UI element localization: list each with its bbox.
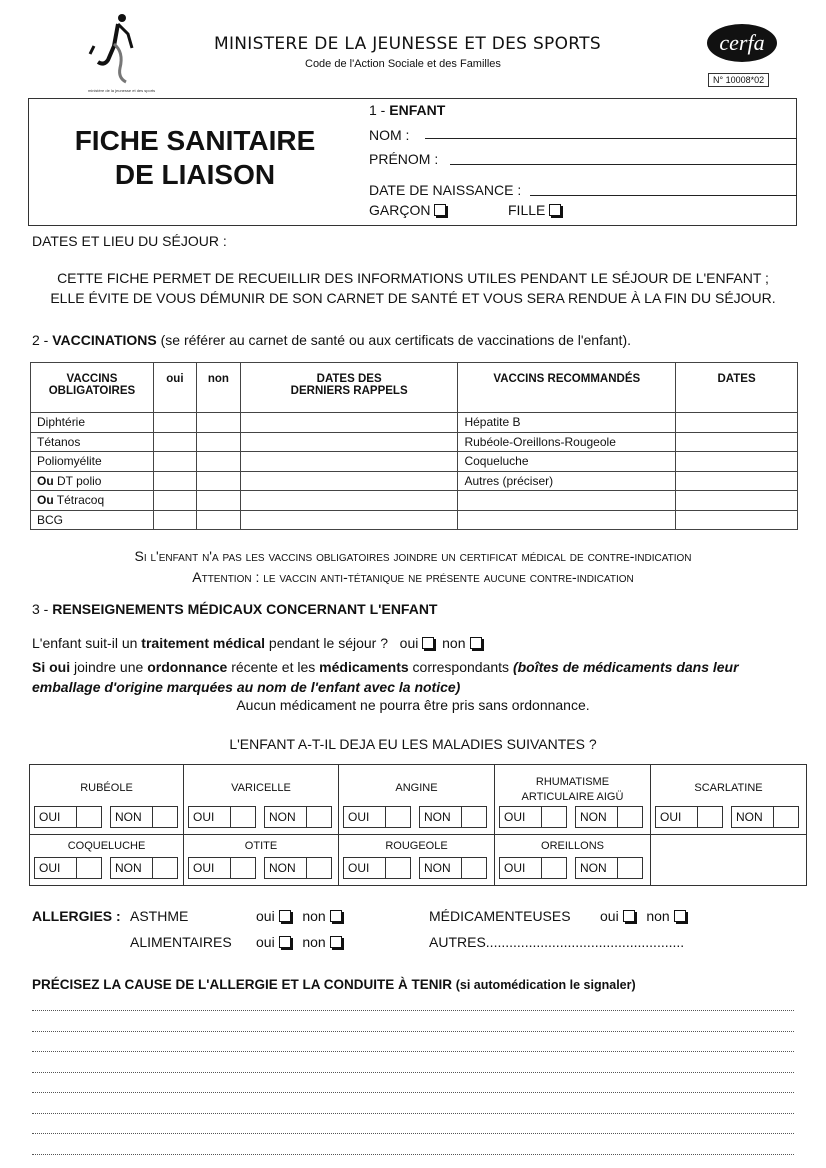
form-number: N° 10008*02 <box>708 73 769 87</box>
sejour-label: DATES ET LIEU DU SÉJOUR : <box>32 233 227 249</box>
section-title: VACCINATIONS <box>52 332 157 348</box>
oui-cell[interactable] <box>153 491 196 511</box>
yn-label: OUI <box>504 810 526 824</box>
disease-label: RUBÉOLE <box>80 782 133 794</box>
checkbox[interactable] <box>306 858 331 878</box>
vaccine-cell: Poliomyélite <box>31 452 154 472</box>
col-non: non <box>196 363 240 413</box>
code-label: Code de l'Action Sociale et des Familles <box>305 58 501 70</box>
col-rappels: DATES DES DERNIERS RAPPELS <box>240 363 458 413</box>
diseases-grid <box>29 764 807 886</box>
vaccine-cell: BCG <box>31 510 154 530</box>
disease-cell <box>184 835 339 885</box>
disease-cell <box>651 765 806 835</box>
checkbox[interactable] <box>617 858 642 878</box>
non-box[interactable] <box>731 806 799 828</box>
medicamenteuses-non-checkbox[interactable] <box>674 910 686 922</box>
recommended-cell <box>458 510 676 530</box>
yn-label: NON <box>424 810 451 824</box>
table-row <box>31 452 798 472</box>
ordonnance-paragraph: Si oui joindre une ordonnance récente et les médicaments correspondants (boîtes de médicaments dans leur emballage d'origine marquées au nom de l'enfant avec la notice) <box>32 659 739 695</box>
non-cell[interactable] <box>196 510 240 530</box>
table-row <box>31 510 798 530</box>
autres-label: AUTRES................................................... <box>429 934 685 950</box>
non-cell[interactable] <box>196 452 240 472</box>
alimentaires-label: ALIMENTAIRES <box>130 934 232 950</box>
non-box[interactable] <box>575 806 643 828</box>
vaccine-cell: Ou Tétracoq <box>31 491 154 511</box>
table-row <box>31 432 798 452</box>
non-box[interactable] <box>575 857 643 879</box>
section-title: ENFANT <box>389 102 446 118</box>
oui-box[interactable] <box>343 857 411 879</box>
col-oui: oui <box>153 363 196 413</box>
checkbox[interactable] <box>773 807 798 827</box>
section-1-heading: 1 - ENFANT <box>369 102 446 118</box>
garcon-option <box>369 202 446 218</box>
nom-field[interactable] <box>425 138 797 139</box>
fille-option <box>508 202 561 218</box>
oui-cell[interactable] <box>153 510 196 530</box>
garcon-checkbox[interactable] <box>434 204 446 216</box>
treatment-question: L'enfant suit-il un traitement médical pendant le séjour ? oui non <box>32 635 482 651</box>
checkbox[interactable] <box>152 858 177 878</box>
recommended-cell: Autres (préciser) <box>458 471 676 491</box>
non-box[interactable] <box>110 806 178 828</box>
yn-label: NON <box>115 861 142 875</box>
treatment-non-checkbox[interactable] <box>470 637 482 649</box>
table-row <box>31 471 798 491</box>
date-cell[interactable] <box>676 452 798 472</box>
yn-label: OUI <box>193 810 215 824</box>
disease-label: ANGINE <box>395 782 438 794</box>
precisez-heading: PRÉCISEZ LA CAUSE DE L'ALLERGIE ET LA CONDUITE À TENIR (si automédication le signaler) <box>32 977 636 992</box>
intro-line-2: ELLE ÉVITE DE VOUS DÉMUNIR DE SON CARNET DE SANTÉ ET VOUS SERA RENDUE À LA FIN DU SÉJOUR. <box>50 290 776 306</box>
section-2-heading: 2 - VACCINATIONS (se référer au carnet de santé ou aux certificats de vaccinations de l'enfant). <box>32 332 631 348</box>
yn-label: NON <box>115 810 142 824</box>
section-number: 3 <box>32 601 40 617</box>
disease-label: RHUMATISME ARTICULAIRE AIGÜ <box>521 776 624 803</box>
yn-label: OUI <box>348 810 370 824</box>
non-cell[interactable] <box>196 471 240 491</box>
col-obligatoires: VACCINS OBLIGATOIRES <box>31 363 154 413</box>
oui-box[interactable] <box>34 806 102 828</box>
non-box[interactable] <box>110 857 178 879</box>
rappel-cell[interactable] <box>240 432 458 452</box>
rappel-cell[interactable] <box>240 491 458 511</box>
section-number: 2 <box>32 332 40 348</box>
aucun-medicament: Aucun médicament ne pourra être pris sans ordonnance. <box>236 697 590 713</box>
naissance-label: DATE DE NAISSANCE : <box>369 182 522 198</box>
disease-cell <box>339 765 495 835</box>
date-cell[interactable] <box>676 510 798 530</box>
oui-box[interactable] <box>188 806 256 828</box>
yn-label: NON <box>580 861 607 875</box>
yn-label: NON <box>269 861 296 875</box>
checkbox[interactable] <box>76 807 101 827</box>
answer-line[interactable] <box>32 1154 794 1155</box>
vaccine-cell: Diphtérie <box>31 413 154 433</box>
fille-checkbox[interactable] <box>549 204 561 216</box>
col-dates: DATES <box>676 363 798 413</box>
date-cell[interactable] <box>676 491 798 511</box>
asthme-non-checkbox[interactable] <box>330 910 342 922</box>
checkbox[interactable] <box>385 807 410 827</box>
date-cell[interactable] <box>676 432 798 452</box>
checkbox[interactable] <box>230 807 255 827</box>
oui-cell[interactable] <box>153 432 196 452</box>
asthme-oui-checkbox[interactable] <box>279 910 291 922</box>
section-title: RENSEIGNEMENTS MÉDICAUX CONCERNANT L'ENFANT <box>52 601 438 617</box>
cerfa-text: cerfa <box>719 30 765 55</box>
oui-cell[interactable] <box>153 471 196 491</box>
rappel-cell[interactable] <box>240 413 458 433</box>
disease-cell <box>30 835 184 885</box>
disease-label: OREILLONS <box>541 840 604 852</box>
section-note: (se référer au carnet de santé ou aux certificats de vaccinations de l'enfant). <box>160 332 631 348</box>
section-3-heading: 3 - RENSEIGNEMENTS MÉDICAUX CONCERNANT L'ENFANT <box>32 601 438 617</box>
answer-line[interactable] <box>32 1051 794 1052</box>
ministry-name: MINISTERE DE LA JEUNESSE ET DES SPORTS <box>214 34 601 54</box>
logo-caption: ministère de la jeunesse et des sports <box>88 88 156 93</box>
date-cell[interactable] <box>676 471 798 491</box>
vaccine-cell: Ou DT polio <box>31 471 154 491</box>
naissance-field[interactable] <box>530 195 797 196</box>
answer-line[interactable] <box>32 1113 794 1114</box>
disease-label: OTITE <box>244 840 278 852</box>
medicamenteuses-options: oui non <box>600 908 686 924</box>
prenom-label: PRÉNOM : <box>369 151 439 167</box>
non-box[interactable] <box>264 806 332 828</box>
oui-cell[interactable] <box>153 413 196 433</box>
checkbox[interactable] <box>541 858 566 878</box>
asthme-options: oui non <box>256 908 342 924</box>
yn-label: OUI <box>660 810 682 824</box>
oui-box[interactable] <box>499 806 567 828</box>
prenom-field[interactable] <box>450 164 797 165</box>
answer-line[interactable] <box>32 1031 794 1032</box>
recommended-cell: Hépatite B <box>458 413 676 433</box>
medicamenteuses-label: MÉDICAMENTEUSES <box>429 908 571 924</box>
title-line-2: DE LIAISON <box>114 159 276 190</box>
oui-box[interactable] <box>655 806 723 828</box>
non-box[interactable] <box>264 857 332 879</box>
rappel-cell[interactable] <box>240 471 458 491</box>
intro-text <box>0 268 826 308</box>
alimentaires-non-checkbox[interactable] <box>330 936 342 948</box>
yn-label: OUI <box>348 861 370 875</box>
yn-label: OUI <box>504 861 526 875</box>
form-title <box>30 124 360 192</box>
disease-cell <box>495 765 651 835</box>
yn-label: OUI <box>39 810 61 824</box>
answer-line[interactable] <box>32 1092 794 1093</box>
oui-box[interactable] <box>343 806 411 828</box>
checkbox[interactable] <box>152 807 177 827</box>
checkbox[interactable] <box>306 807 331 827</box>
title-line-1: FICHE SANITAIRE <box>74 125 316 156</box>
vaccinations-table <box>30 362 798 530</box>
autres-field[interactable]: ................................................... <box>485 934 685 950</box>
yn-label: OUI <box>193 861 215 875</box>
disease-label: ROUGEOLE <box>385 840 448 852</box>
nom-label: NOM : <box>369 127 410 143</box>
oui-box[interactable] <box>188 857 256 879</box>
recommended-cell <box>458 491 676 511</box>
treatment-oui-checkbox[interactable] <box>422 637 434 649</box>
disease-cell <box>184 765 339 835</box>
garcon-label: GARÇON <box>369 202 431 218</box>
oui-cell[interactable] <box>153 452 196 472</box>
table-row <box>31 491 798 511</box>
non-box[interactable] <box>419 857 487 879</box>
ministry-logo <box>80 12 178 94</box>
non-cell[interactable] <box>196 432 240 452</box>
checkbox[interactable] <box>230 858 255 878</box>
yn-label: NON <box>424 861 451 875</box>
disease-cell <box>495 835 651 885</box>
rappel-cell[interactable] <box>240 510 458 530</box>
intro-line-1: CETTE FICHE PERMET DE RECUEILLIR DES INFORMATIONS UTILES PENDANT LE SÉJOUR DE L'ENFANT ; <box>57 270 769 286</box>
yn-label: NON <box>580 810 607 824</box>
rappel-cell[interactable] <box>240 452 458 472</box>
checkbox[interactable] <box>385 858 410 878</box>
allergies-label: ALLERGIES : <box>32 908 121 924</box>
note-line-1: Si l'enfant n'a pas les vaccins obligatoires joindre un certificat médical de contre-indication <box>134 548 692 564</box>
non-cell[interactable] <box>196 491 240 511</box>
checkbox[interactable] <box>76 858 101 878</box>
oui-box[interactable] <box>34 857 102 879</box>
recommended-cell: Coqueluche <box>458 452 676 472</box>
section-number: 1 <box>369 102 377 118</box>
col-recommandes: VACCINS RECOMMANDÉS <box>458 363 676 413</box>
maladies-title: L'ENFANT A-T-IL DEJA EU LES MALADIES SUIVANTES ? <box>229 736 597 752</box>
disease-cell <box>30 765 184 835</box>
vaccine-cell: Tétanos <box>31 432 154 452</box>
yn-label: NON <box>269 810 296 824</box>
disease-label: COQUELUCHE <box>67 840 146 852</box>
disease-cell <box>651 835 806 885</box>
disease-label: VARICELLE <box>231 782 291 794</box>
oui-box[interactable] <box>499 857 567 879</box>
checkbox[interactable] <box>617 807 642 827</box>
checkbox[interactable] <box>541 807 566 827</box>
cerfa-logo <box>707 24 777 62</box>
non-box[interactable] <box>419 806 487 828</box>
checkbox[interactable] <box>461 858 486 878</box>
answer-line[interactable] <box>32 1072 794 1073</box>
fille-label: FILLE <box>508 202 546 218</box>
vaccine-note <box>0 546 826 588</box>
alimentaires-options: oui non <box>256 934 342 950</box>
checkbox[interactable] <box>697 807 722 827</box>
table-row <box>31 413 798 433</box>
note-line-2: Attention : le vaccin anti-tétanique ne présente aucune contre-indication <box>192 569 634 585</box>
date-cell[interactable] <box>676 413 798 433</box>
asthme-label: ASTHME <box>130 908 189 924</box>
answer-line[interactable] <box>32 1133 794 1134</box>
medicamenteuses-oui-checkbox[interactable] <box>623 910 635 922</box>
disease-cell <box>339 835 495 885</box>
yn-label: OUI <box>39 861 61 875</box>
alimentaires-oui-checkbox[interactable] <box>279 936 291 948</box>
checkbox[interactable] <box>461 807 486 827</box>
yn-label: NON <box>736 810 763 824</box>
answer-line[interactable] <box>32 1010 794 1011</box>
non-cell[interactable] <box>196 413 240 433</box>
recommended-cell: Rubéole-Oreillons-Rougeole <box>458 432 676 452</box>
disease-label: SCARLATINE <box>694 782 763 794</box>
